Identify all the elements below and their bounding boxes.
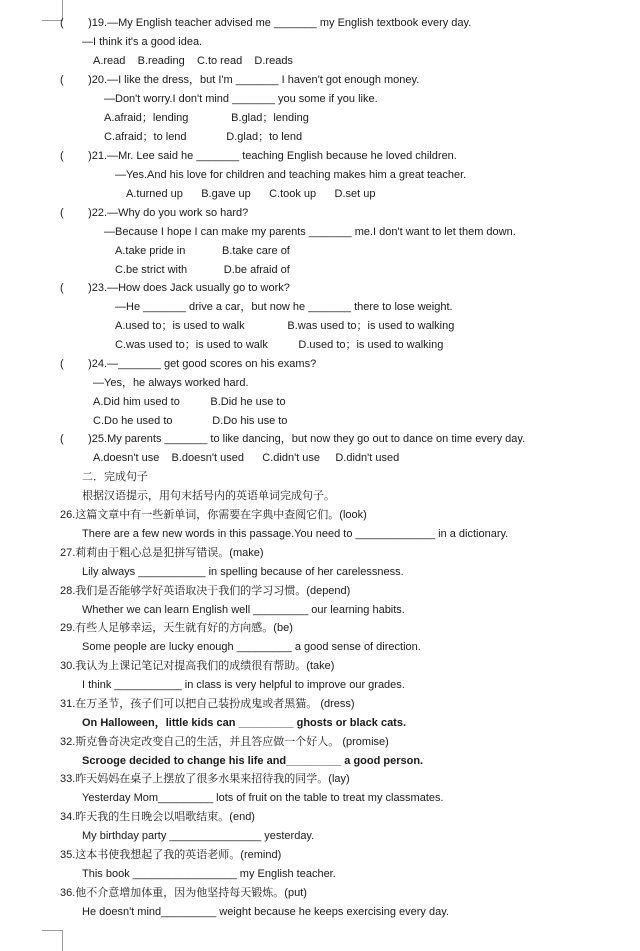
question-36-prompt: 36.他不介意增加体重，因为他坚持每天锻炼。(put) (60, 887, 307, 899)
question-31-prompt: 31.在万圣节，孩子们可以把自己装扮成鬼或者黑猫。 (dress) (60, 698, 355, 710)
question-32-prompt: 32.斯克鲁奇决定改变自己的生活，并且答应做一个好人。 (promise) (60, 736, 389, 748)
question-29-prompt: 29.有些人足够幸运，天生就有好的方向感。(be) (60, 622, 293, 634)
question-26-sentence: There are a few new words in this passage.You need to _____________ in a dictionary. (82, 528, 509, 540)
question-24-reply: —Yes，he always worked hard. (93, 377, 249, 389)
question-23-options-cd: C.was used to；is used to walk D.used to；is used to walking (115, 339, 444, 351)
question-29-sentence: Some people are lucky enough _________ a good sense of direction. (82, 641, 421, 653)
question-34-prompt: 34.昨天我的生日晚会以唱歌结束。(end) (60, 811, 255, 823)
question-21-options: A.turned up B.gave up C.took up D.set up (126, 188, 376, 200)
question-25-options: A.doesn't use B.doesn't used C.didn't use D.didn't used (93, 452, 400, 464)
question-23-options-ab: A.used to；is used to walk B.was used to；is used to walking (115, 320, 455, 332)
question-33-prompt: 33.昨天妈妈在桌子上摆放了很多水果来招待我的同学。(lay) (60, 773, 350, 785)
question-23-stem: ( )23.—How does Jack usually go to work? (60, 282, 290, 294)
question-36-sentence: He doesn't mind_________ weight because he keeps exercising every day. (82, 906, 449, 918)
question-33-sentence: Yesterday Mom_________ lots of fruit on the table to treat my classmates. (82, 792, 444, 804)
question-27-sentence: Lily always ___________ in spelling because of her carelessness. (82, 566, 404, 578)
question-20-reply: —Don't worry.I don't mind _______ you some if you like. (104, 93, 378, 105)
question-31-sentence: On Halloween，little kids can _________ ghosts or black cats. (82, 717, 407, 729)
section-heading: 二．完成句子 (82, 471, 148, 483)
question-35-prompt: 35.这本书使我想起了我的英语老师。(remind) (60, 849, 282, 861)
question-21-reply: —Yes.And his love for children and teaching makes him a great teacher. (115, 169, 467, 181)
question-19-reply: —I think it's a good idea. (82, 36, 203, 48)
question-20-options-ab: A.afraid；lending B.glad；lending (104, 112, 309, 124)
question-19-options: A.read B.reading C.to read D.reads (93, 55, 293, 67)
question-20-options-cd: C.afraid；to lend D.glad；to lend (104, 131, 303, 143)
question-28-sentence: Whether we can learn English well _________ our learning habits. (82, 604, 405, 616)
question-22-options-ab: A.take pride in B.take care of (115, 245, 290, 257)
question-22-stem: ( )22.—Why do you work so hard? (60, 207, 249, 219)
question-21-stem: ( )21.—Mr. Lee said he _______ teaching English because he loved children. (60, 150, 457, 162)
question-27-prompt: 27.莉莉由于粗心总是犯拼写错误。(make) (60, 547, 264, 559)
question-30-sentence: I think ___________ in class is very helpful to improve our grades. (82, 679, 405, 691)
page-corner-mark (42, 930, 63, 951)
question-24-stem: ( )24.—_______ get good scores on his exams? (60, 358, 317, 370)
question-28-prompt: 28.我们是否能够学好英语取决于我们的学习习惯。(depend) (60, 585, 351, 597)
question-22-options-cd: C.be strict with D.be afraid of (115, 264, 290, 276)
question-35-sentence: This book _________________ my English teacher. (82, 868, 336, 880)
question-24-options-ab: A.Did him used to B.Did he use to (93, 396, 286, 408)
question-32-sentence: Scrooge decided to change his life and_________ a good person. (82, 755, 424, 767)
question-19-stem: ( )19.—My English teacher advised me _______ my English textbook every day. (60, 17, 472, 29)
question-26-prompt: 26.这篇文章中有一些新单词，你需要在字典中查阅它们。(look) (60, 509, 367, 521)
question-34-sentence: My birthday party _______________ yesterday. (82, 830, 315, 842)
section-instructions: 根据汉语提示，用句末括号内的英语单词完成句子。 (82, 490, 335, 502)
question-25-stem: ( )25.My parents _______ to like dancing，but now they go out to dance on time every day. (60, 433, 526, 445)
question-22-reply: —Because I hope I can make my parents _______ me.I don't want to let them down. (104, 226, 516, 238)
question-23-reply: —He _______ drive a car，but now he _______ there to lose weight. (115, 301, 453, 313)
question-24-options-cd: C.Do he used to D.Do his use to (93, 415, 288, 427)
question-30-prompt: 30.我认为上课记笔记对提高我们的成绩很有帮助。(take) (60, 660, 335, 672)
question-20-stem: ( )20.—I like the dress，but I'm _______ I haven't got enough money. (60, 74, 420, 86)
